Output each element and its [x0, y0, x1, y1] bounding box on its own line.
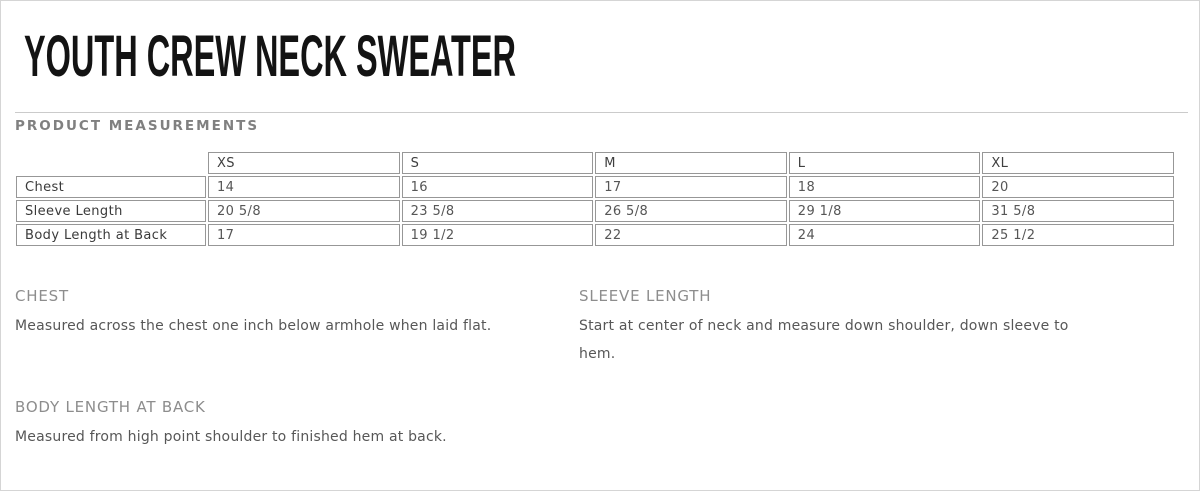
sleeve-length-description-heading: SLEEVE LENGTH — [579, 287, 712, 305]
body-length-value-m: 22 — [595, 224, 787, 246]
column-header-s: S — [402, 152, 594, 174]
chest-value-xl: 20 — [982, 176, 1174, 198]
column-header-xl: XL — [982, 152, 1174, 174]
sleeve-value-l: 29 1/8 — [789, 200, 981, 222]
column-header-m: M — [595, 152, 787, 174]
body-length-description-text: Measured from high point shoulder to finished hem at back. — [15, 429, 447, 445]
table-row-sleeve-length — [16, 200, 1174, 222]
table-row-body-length — [16, 224, 1174, 246]
page-title-text: YOUTH CREW NECK SWEATER — [24, 24, 517, 89]
chest-value-s: 16 — [402, 176, 594, 198]
row-label-chest: Chest — [16, 176, 206, 198]
sleeve-value-s: 23 5/8 — [402, 200, 594, 222]
page-title — [24, 24, 903, 89]
section-divider — [15, 112, 1188, 113]
sleeve-length-description — [579, 288, 1103, 368]
row-label-sleeve-length: Sleeve Length — [16, 200, 206, 222]
table-row-chest — [16, 176, 1174, 198]
table-corner-cell — [16, 152, 206, 174]
body-length-description-heading: BODY LENGTH AT BACK — [15, 398, 206, 416]
body-length-description — [15, 399, 575, 451]
sleeve-value-xl: 31 5/8 — [982, 200, 1174, 222]
sleeve-length-description-text: Start at center of neck and measure down shoulder, down sleeve to hem. — [579, 318, 1069, 362]
measurements-table — [14, 150, 1176, 248]
column-header-l: L — [789, 152, 981, 174]
chest-value-l: 18 — [789, 176, 981, 198]
row-label-body-length: Body Length at Back — [16, 224, 206, 246]
body-length-value-xs: 17 — [208, 224, 400, 246]
body-length-value-xl: 25 1/2 — [982, 224, 1174, 246]
product-measurements-heading: PRODUCT MEASUREMENTS — [15, 118, 260, 134]
chest-description-heading: CHEST — [15, 287, 69, 305]
chest-description-text: Measured across the chest one inch below armhole when laid flat. — [15, 318, 492, 334]
chest-value-m: 17 — [595, 176, 787, 198]
chest-description — [15, 288, 567, 340]
sleeve-value-m: 26 5/8 — [595, 200, 787, 222]
column-header-xs: XS — [208, 152, 400, 174]
body-length-value-s: 19 1/2 — [402, 224, 594, 246]
body-length-value-l: 24 — [789, 224, 981, 246]
table-header-row — [16, 152, 1174, 174]
sleeve-value-xs: 20 5/8 — [208, 200, 400, 222]
chest-value-xs: 14 — [208, 176, 400, 198]
